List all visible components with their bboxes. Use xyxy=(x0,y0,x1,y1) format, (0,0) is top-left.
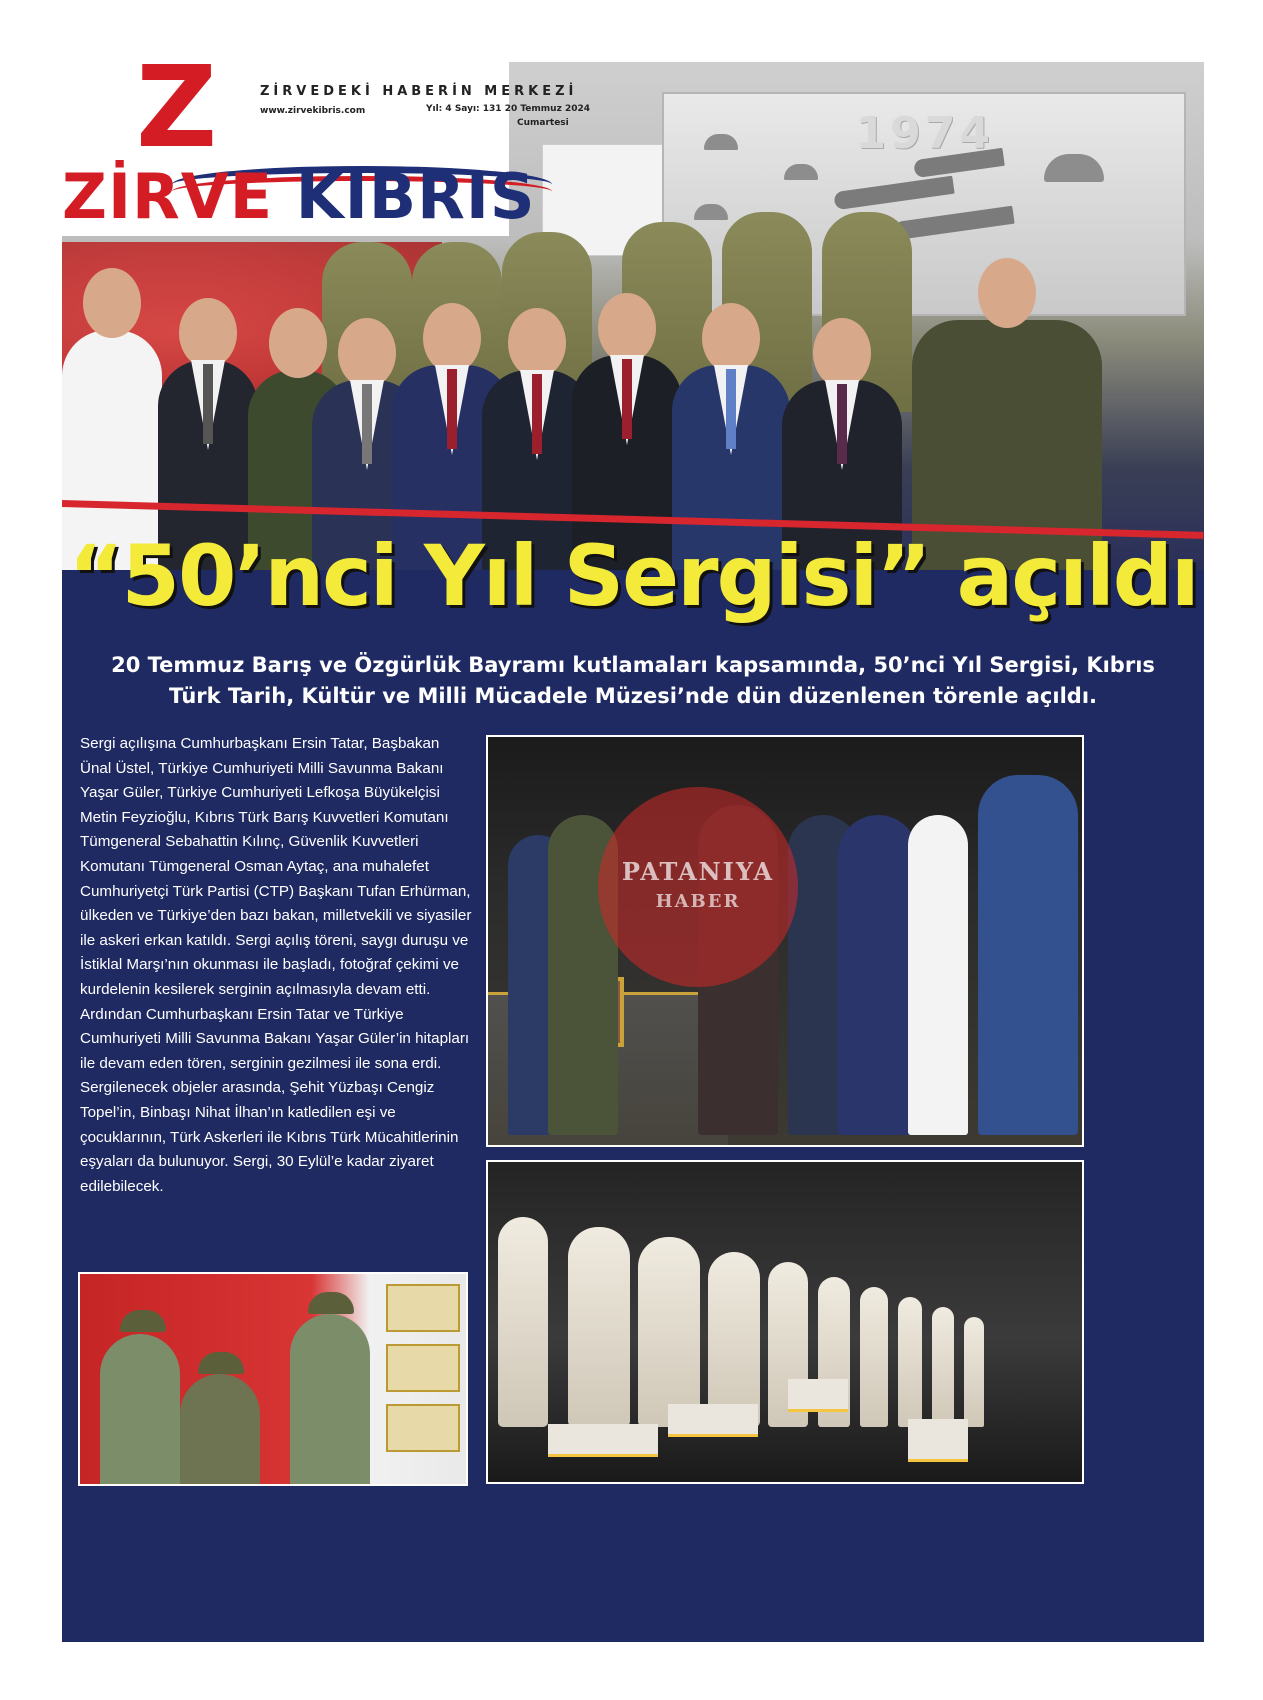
helmet-icon xyxy=(198,1352,244,1374)
mannequin xyxy=(290,1314,370,1484)
masthead-brand xyxy=(62,160,536,233)
cyprus-map xyxy=(386,1284,460,1332)
watermark-line1: PATANIYA xyxy=(621,857,775,886)
photo-exhibit-tour xyxy=(486,735,1084,1147)
mannequin xyxy=(100,1334,180,1484)
watermark-line2: HABER xyxy=(655,891,741,912)
parachute-icon xyxy=(704,134,738,150)
statue xyxy=(964,1317,984,1427)
photo-soldier-mannequins xyxy=(78,1272,468,1486)
cyprus-map xyxy=(386,1404,460,1452)
pedestal xyxy=(668,1404,758,1437)
z-logo-icon: Z xyxy=(136,43,218,173)
parachute-icon xyxy=(1044,154,1104,182)
parachute-icon xyxy=(784,164,818,180)
brand-word-zirve: ZİRVE xyxy=(62,160,274,233)
statue xyxy=(898,1297,922,1427)
statue xyxy=(932,1307,954,1427)
statue xyxy=(568,1227,630,1427)
statue xyxy=(860,1287,888,1427)
mural-year: 1974 xyxy=(855,108,994,159)
brand-word-kibris: KIBRIS xyxy=(295,160,536,233)
masthead-logo xyxy=(62,43,590,236)
article-subhead: 20 Temmuz Barış ve Özgürlük Bayramı kutlamaları kapsamında, 50’nci Yıl Sergisi, Kıbrıs Türk Tarih, Kültür ve Milli Mücadele Müzesi’nde dün düzenlenen törenle açıldı. xyxy=(111,653,1155,708)
masthead-tagline: ZİRVEDEKİ HABERİN MERKEZİ xyxy=(260,84,578,99)
watermark-stamp xyxy=(598,787,798,987)
photo-statues-hall xyxy=(486,1160,1084,1484)
cyprus-map xyxy=(386,1344,460,1392)
statue xyxy=(498,1217,548,1427)
mannequin xyxy=(180,1374,260,1484)
article-body: Sergi açılışına Cumhurbaşkanı Ersin Tatar, Başbakan Ünal Üstel, Türkiye Cumhuriyeti Milli Savunma Bakanı Yaşar Güler, Türkiye Cumhuriyeti Lefkoşa Büyükelçisi Metin Feyzioğlu, Kıbrıs Türk Barış Kuvvetleri Komutanı Tümgeneral Sebahattin Kılınç, Güvenlik Kuvvetleri Komutanı Tümgeneral Osman Aytaç, ana muhalefet Cumhuriyetçi Türk Partisi (CTP) Başkanı Tufan Erhürman, ülkeden ve Türkiye’den bazı bakan, milletvekili ve siyasiler ile askeri erkan katıldı. Sergi açılış töreni, saygı duruşu ve İstiklal Marşı’nın okunması ile başladı, fotoğraf çekimi ve kurdelenin kesilerek serginin açılmasıyla devam etti. Ardından Cumhurbaşkanı Ersin Tatar ve Türkiye Cumhuriyeti Milli Savunma Bakanı Yaşar Güler’in hitapları ile devam eden tören, serginin gezilmesi ile sona erdi. Sergilenecek objeler arasında, Şehit Yüzbaşı Cengiz Topel’in, Binbaşı Nihat İlhan’ın katledilen eşi ve çocuklarının, Türk Askerleri ile Kıbrıs Türk Mücahitlerinin eşyaları da bulunuyor. Sergi, 30 Eylül’e kadar ziyaret edilebilecek. xyxy=(80,735,472,1195)
parachute-icon xyxy=(694,204,728,220)
pedestal xyxy=(548,1424,658,1457)
jet-icon xyxy=(893,206,1014,241)
helmet-icon xyxy=(308,1292,354,1314)
statue xyxy=(708,1252,760,1427)
article-headline: “50’nci Yıl Sergisi” açıldı xyxy=(68,527,1198,625)
pedestal xyxy=(908,1419,968,1462)
jet-icon xyxy=(833,176,954,211)
masthead-url: www.zirvekibris.com xyxy=(260,106,366,116)
helmet-icon xyxy=(120,1310,166,1332)
masthead-day: Cumartesi xyxy=(517,118,569,128)
masthead-issue: Yıl: 4 Sayı: 131 20 Temmuz 2024 xyxy=(426,104,590,114)
statue xyxy=(638,1237,700,1427)
pedestal xyxy=(788,1379,848,1412)
